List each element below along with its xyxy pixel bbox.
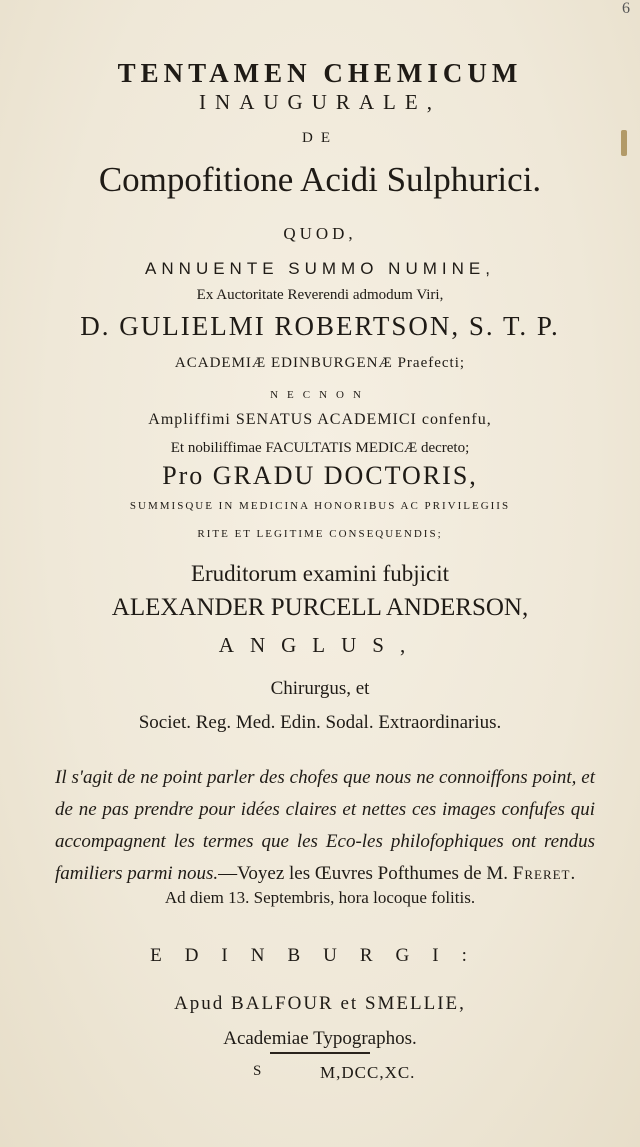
academiae-line: ACADEMIÆ EDINBURGENÆ Praefecti; [174, 355, 466, 371]
praefect-name: D. GULIELMI ROBERTSON, S. T. P. [80, 311, 560, 341]
imprint-rule [270, 1052, 370, 1054]
pro-gradu-line: Pro GRADU DOCTORIS, [162, 461, 478, 490]
facultatis-line: Et nobiliffimae FACULTATIS MEDICÆ decreto; [170, 440, 470, 456]
title-main: Compofitione Acidi Sulphurici. [98, 160, 542, 199]
societ-line: Societ. Reg. Med. Edin. Sodal. Extraordinarius. [138, 712, 502, 733]
imprint-date: M,DCC,XC. [320, 1063, 416, 1082]
auctoritate-line: Ex Auctoritate Reverendi admodum Viri, [196, 287, 444, 303]
epigraph-text: Il s'agit de ne point parler des chofes que nous ne connoiffons point, et de ne pas prendre pour idées claires et nettes ces images confufes qui accompagnent les termes que les Eco-les philofophiques ont rendus familiers parmi nous. [55, 767, 595, 884]
author-name: ALEXANDER PURCELL ANDERSON, [111, 594, 529, 621]
title-line-1: TENTAMEN CHEMICUM [117, 58, 523, 88]
anglus-line: ANGLUS, [218, 633, 422, 657]
summisque-line: SUMMISQUE IN MEDICINA HONORIBUS AC PRIVILEGIIS [129, 500, 511, 512]
title-de: DE [302, 130, 338, 146]
printers-line: Apud BALFOUR et SMELLIE, [174, 993, 466, 1014]
title-line-2: INAUGURALE, [199, 90, 441, 114]
senatus-line: Ampliffimi SENATUS ACADEMICI confenfu, [148, 411, 492, 428]
epigraph-author: Freret. [512, 863, 577, 884]
epigraph-quote [55, 762, 595, 890]
chirurgus-line: Chirurgus, et [270, 678, 370, 699]
annuente-line: ANNUENTE SUMMO NUMINE, [145, 259, 495, 278]
necnon-line: NECNON [270, 389, 370, 401]
rite-line: RITE ET LEGITIME CONSEQUENDIS; [197, 528, 443, 540]
quod-line: QUOD, [283, 224, 357, 243]
signature-mark: S [253, 1063, 262, 1079]
place-line: EDINBURGI: [150, 945, 490, 966]
typographos-line: Academiae Typographos. [223, 1028, 417, 1049]
eruditorum-line: Eruditorum examini fubjicit [190, 561, 450, 586]
corner-mark: 6 [622, 0, 630, 17]
epigraph-attribution: —Voyez les Œuvres Pofthumes de M. [218, 863, 509, 884]
ad-diem-line: Ad diem 13. Septembris, hora locoque folitis. [164, 888, 476, 907]
